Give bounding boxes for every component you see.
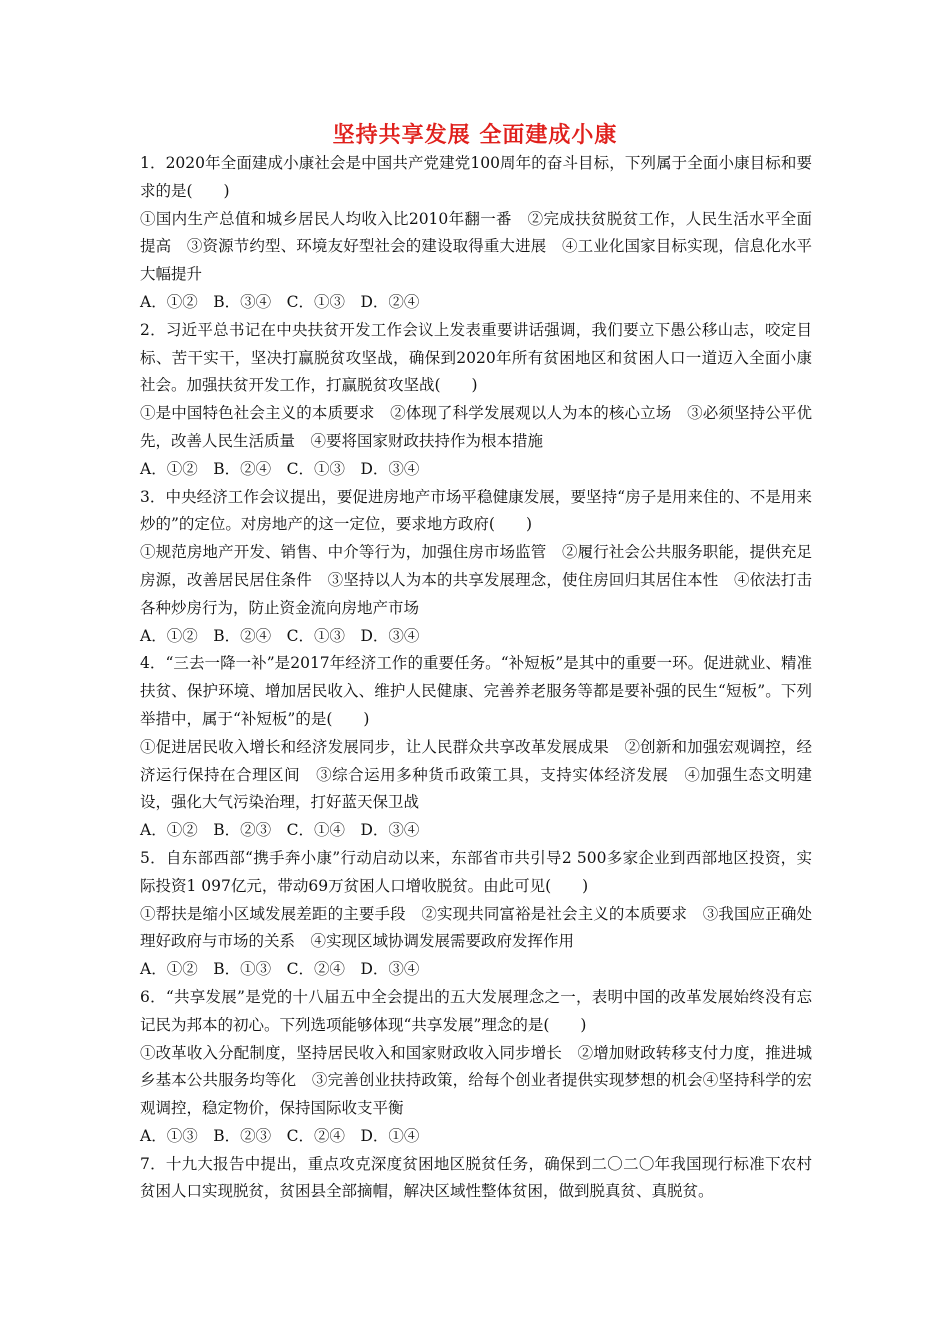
answer-choices: A．①② B．③④ C．①③ D．②④ <box>140 292 420 311</box>
question-options: ①改革收入分配制度，坚持居民收入和国家财政收入同步增长 ②增加财政转移支付力度，推进城乡基本公共服务均等化 ③完善创业扶持政策，给每个创业者提供实现梦想的机会④坚持科学的宏观调控，稳定物价，保持国际收支平衡 <box>140 1043 812 1118</box>
question-options: ①规范房地产开发、销售、中介等行为，加强住房市场监管 ②履行社会公共服务职能，提供充足房源，改善居民居住条件 ③坚持以人为本的共享发展理念，使住房回归其居住本性 ④依法打击各种炒房行为，防止资金流向房地产市场 <box>140 543 812 617</box>
question-stem: 1．2020年全面建成小康社会是中国共产党建党100周年的奋斗目标，下列属于全面小康目标和要求的是( ) <box>140 154 812 200</box>
question-7 <box>140 1151 812 1207</box>
question-stem: 6．“共享发展”是党的十八届五中全会提出的五大发展理念之一，表明中国的改革发展始终没有忘记民为邦本的初心。下列选项能够体现“共享发展”理念的是( ) <box>140 987 812 1034</box>
answer-choices: A．①② B．①③ C．②④ D．③④ <box>140 960 420 979</box>
question-options: ①促进居民收入增长和经济发展同步，让人民群众共享改革发展成果 ②创新和加强宏观调控，经济运行保持在合理区间 ③综合运用多种货币政策工具，支持实体经济发展 ④加强生态文明建设，强化大气污染治理，打好蓝天保卫战 <box>140 737 812 812</box>
answer-choices: A．①② B．②④ C．①③ D．③④ <box>140 459 420 478</box>
question-1 <box>140 150 812 317</box>
question-stem: 7．十九大报告中提出，重点攻克深度贫困地区脱贫任务，确保到二〇二〇年我国现行标准下农村贫困人口实现脱贫，贫困县全部摘帽，解决区域性整体贫困，做到脱真贫、真脱贫。 <box>140 1154 812 1201</box>
question-5 <box>140 845 812 984</box>
question-stem: 2．习近平总书记在中央扶贫开发工作会议上发表重要讲话强调，我们要立下愚公移山志，咬定目标、苦干实干，坚决打赢脱贫攻坚战，确保到2020年所有贫困地区和贫困人口一道迈入全面小康社会。加强扶贫开发工作，打赢脱贫攻坚战( ) <box>140 320 812 395</box>
question-2 <box>140 317 812 484</box>
question-options: ①帮扶是缩小区域发展差距的主要手段 ②实现共同富裕是社会主义的本质要求 ③我国应正确处理好政府与市场的关系 ④实现区域协调发展需要政府发挥作用 <box>140 904 812 951</box>
question-stem: 4．“三去一降一补”是2017年经济工作的重要任务。“补短板”是其中的重要一环。促进就业、精准扶贫、保护环境、增加居民收入、维护人民健康、完善养老服务等都是要补强的民生“短板”。下列举措中，属于“补短板”的是( ) <box>140 654 812 728</box>
question-4 <box>140 650 812 845</box>
question-options: ①国内生产总值和城乡居民人均收入比2010年翻一番 ②完成扶贫脱贫工作，人民生活水平全面提高 ③资源节约型、环境友好型社会的建设取得重大进展 ④工业化国家目标实现，信息化水平大幅提升 <box>140 209 812 284</box>
answer-choices: A．①② B．②④ C．①③ D．③④ <box>140 626 420 645</box>
question-options: ①是中国特色社会主义的本质要求 ②体现了科学发展观以人为本的核心立场 ③必须坚持公平优先，改善人民生活质量 ④要将国家财政扶持作为根本措施 <box>140 404 812 450</box>
answer-choices: A．①③ B．②③ C．②④ D．①④ <box>140 1126 420 1145</box>
question-list <box>140 150 812 1206</box>
question-3 <box>140 484 812 651</box>
question-stem: 3．中央经济工作会议提出，要促进房地产市场平稳健康发展，要坚持“房子是用来住的、不是用来炒的”的定位。对房地产的这一定位，要求地方政府( ) <box>140 487 812 534</box>
question-6 <box>140 984 812 1151</box>
document-title: 坚持共享发展 全面建成小康 <box>332 123 618 148</box>
question-stem: 5．自东部西部“携手奔小康”行动启动以来，东部省市共引导2 500多家企业到西部地区投资，实际投资1 097亿元，带动69万贫困人口增收脱贫。由此可见( ) <box>140 848 812 895</box>
answer-choices: A．①② B．②③ C．①④ D．③④ <box>140 821 420 840</box>
